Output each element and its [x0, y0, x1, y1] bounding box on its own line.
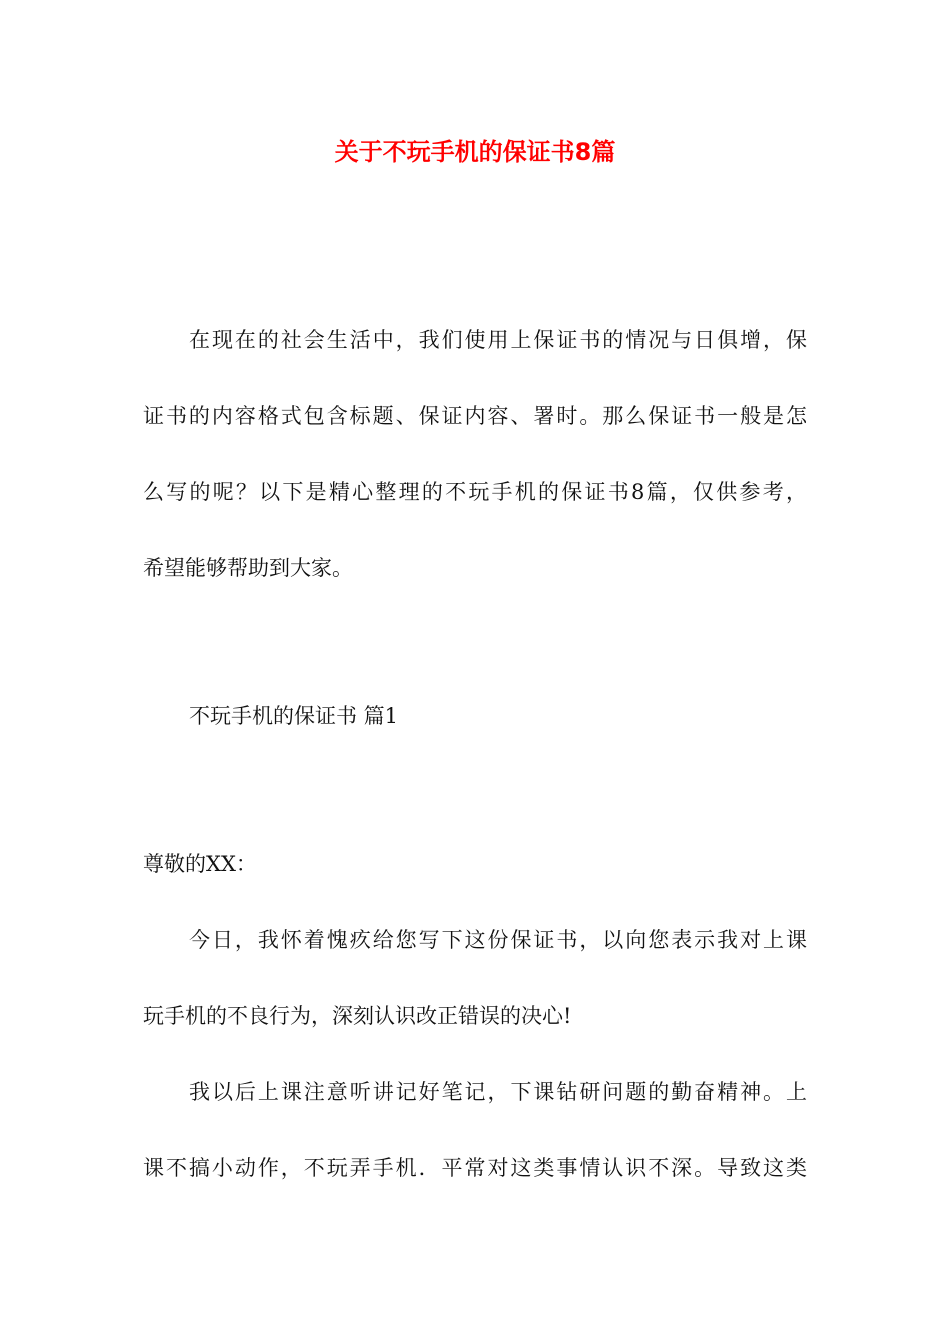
paragraph1-line-2: 玩手机的不良行为，深刻认识改正错误的决心!	[143, 1004, 572, 1028]
intro-line-1: 在现在的社会生活中，我们使用上保证书的情况与日俱增，保	[189, 328, 807, 352]
paragraph2-line-1: 我以后上课注意听讲记好笔记，下课钻研问题的勤奋精神。上	[189, 1080, 807, 1104]
paragraph1-line-1: 今日，我怀着愧疚给您写下这份保证书，以向您表示我对上课	[189, 928, 807, 952]
paragraph2-line-2: 课不搞小动作，不玩弄手机．平常对这类事情认识不深。导致这类	[143, 1156, 807, 1180]
intro-line-2: 证书的内容格式包含标题、保证内容、署时。那么保证书一般是怎	[143, 404, 807, 428]
salutation: 尊敬的XX：	[143, 852, 257, 876]
intro-line-4: 希望能够帮助到大家。	[143, 556, 353, 580]
document-title: 关于不玩手机的保证书8篇	[334, 138, 616, 166]
intro-line-3: 么写的呢？以下是精心整理的不玩手机的保证书8篇，仅供参考，	[143, 480, 807, 504]
section-heading: 不玩手机的保证书 篇1	[189, 704, 399, 728]
